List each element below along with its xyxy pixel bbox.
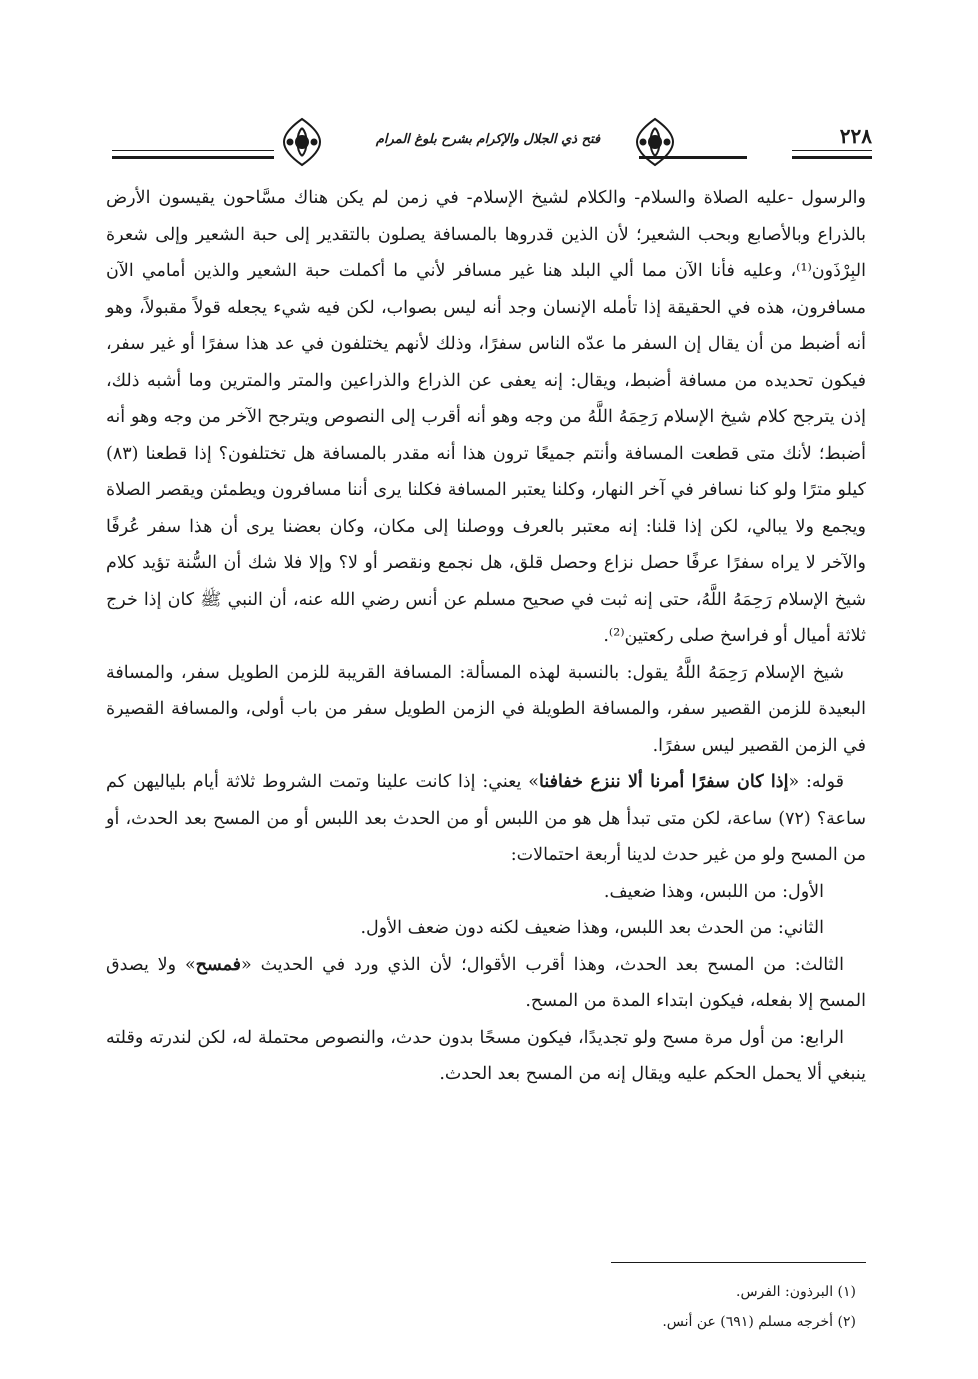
list-item-third [106,947,866,1020]
paragraph: والرسول -عليه الصلاة والسلام- والكلام لشيخ الإسلام- في زمن لم يكن هناك مسَّاحون يقيسون الأرض بالذراع وبالأصابع وبحب الشعير؛ لأن الذين قدروها بالمسافة يصلون بالتقدير إلى حبة الشعير وإلى شعرة البِرْذَون⁽¹⁾، وعليه فأنا الآن مما ألي البلد هنا غير مسافر لأني ما أكملت حبة الشعير والذين أمامي الآن مسافرون، هذه في الحقيقة إذا تأمله الإنسان وجد أنه ليس بصواب، لكن فيه شيء يجعله قولاً مقبولاً، وهو أنه أضبط من أن يقال إن السفر ما عدّه الناس سفرًا، وذلك لأنهم يختلفون في عد هذا سفرًا أو غير سفر، فيكون تحديده من مسافة أضبط، ويقال: إنه يعفى عن الذراع والذراعين والمتر والمترين وما أشبه ذلك، إذن يترجح كلام شيخ الإسلام رَحِمَهُ اللَّهُ من وجه وهو أنه أقرب إلى النصوص ويترجح الآخر من وجه وهو أنه أضبط؛ لأنك متى قطعت المسافة وأنتم جميعًا ترون هذا أنه مقدر بالمسافة هل تختلفون؟ إذا قطعنا (٨٣) كيلو مترًا ولو كنا نسافر في آخر النهار، وكلنا يعتبر المسافة فكلنا يرى أننا مسافرون ويطمئن ويقصر الصلاة ويجمع ولا يبالي، لكن إذا قلنا: إنه معتبر بالعرف ووصلنا إلى مكان، وكان بعضنا يرى أن هذا سفر عُرفًا والآخر لا يراه سفرًا عرفًا حصل نزاع وحصل قلق، هل نجمع ونقصر أو لا؟ وإلا فلا شك أن السُّنة تؤيد كلام شيخ الإسلام رَحِمَهُ اللَّهُ، حتى إنه ثبت في صحيح مسلم عن أنس رضي الله عنه، أن النبي ﷺ كان إذا خرج ثلاثة أميال أو فراسخ صلى ركعتين⁽²⁾. [106,188,866,646]
running-header [112,112,872,172]
list-item: الأول: من اللبس، وهذا ضعيف. [603,881,824,902]
ornament-right-icon [633,116,677,168]
header-rule-right-thin [792,150,872,151]
quote-rest: » يعني: إذا كانت علينا وتمت الشروط ثلاثة أيام بلياليهن كم ساعة؟ (٧٢) ساعة، لكن متى تبدأ هل هو من اللبس أو من الحدث بعد اللبس أو من المسح بعد الحدث، أو من المسح ولو من غير حدث لدينا أربعة احتمالات: [106,772,866,865]
main-text [106,180,866,1093]
header-rule-left-thin [112,150,274,151]
footnote: (١) البرذون: الفرس. [736,1284,856,1300]
footnotes [256,1277,856,1337]
ornament-left-icon [280,116,324,168]
hadith-quote: إذا كان سفرًا أمرنا ألا ننزع خفافنا [538,772,789,792]
quote-paragraph [106,764,866,874]
third-text: الثالث: من المسح بعد الحدث، وهذا أقرب الأقوال؛ لأن الذي ورد في الحديث « [241,954,844,975]
list-item: الثاني: من الحدث بعد اللبس، وهذا ضعيف لكنه دون ضعف الأول. [360,918,824,938]
quote-lead: قوله: « [788,772,844,792]
header-rule-right [792,156,872,159]
third-rest: » ولا يصدق المسح إلا بفعله، فيكون ابتداء المدة من المسح. [106,954,866,1011]
footnote-separator [611,1262,866,1263]
book-title: فتح ذي الجلال والإكرام بشرح بلوغ المرام [375,132,601,147]
footnote: (٢) أخرجه مسلم (٦٩١) عن أنس. [662,1314,856,1330]
paragraph: شيخ الإسلام رَحِمَهُ اللَّهُ يقول: بالنسبة لهذه المسألة: المسافة القريبة للزمن الطويل سفر، والمسافة البعيدة للزمن القصير سفر، والمسافة الطويلة في الزمن الطويل سفر من باب أولى، والمسافة القصيرة في الزمن القصير ليس سفرًا. [106,662,866,756]
page-number: ٢٢٨ [839,124,872,148]
list-item-fourth: الرابع: من أول مرة مسح ولو تجديدًا، فيكون مسحًا بدون حدث، والنصوص محتملة له، لكن لندرته وقلته ينبغي ألا يحمل الحكم عليه ويقال إنه من المسح بعد الحدث. [106,1027,866,1084]
header-rule-left [112,156,274,159]
third-bold: فمسح [195,954,242,975]
